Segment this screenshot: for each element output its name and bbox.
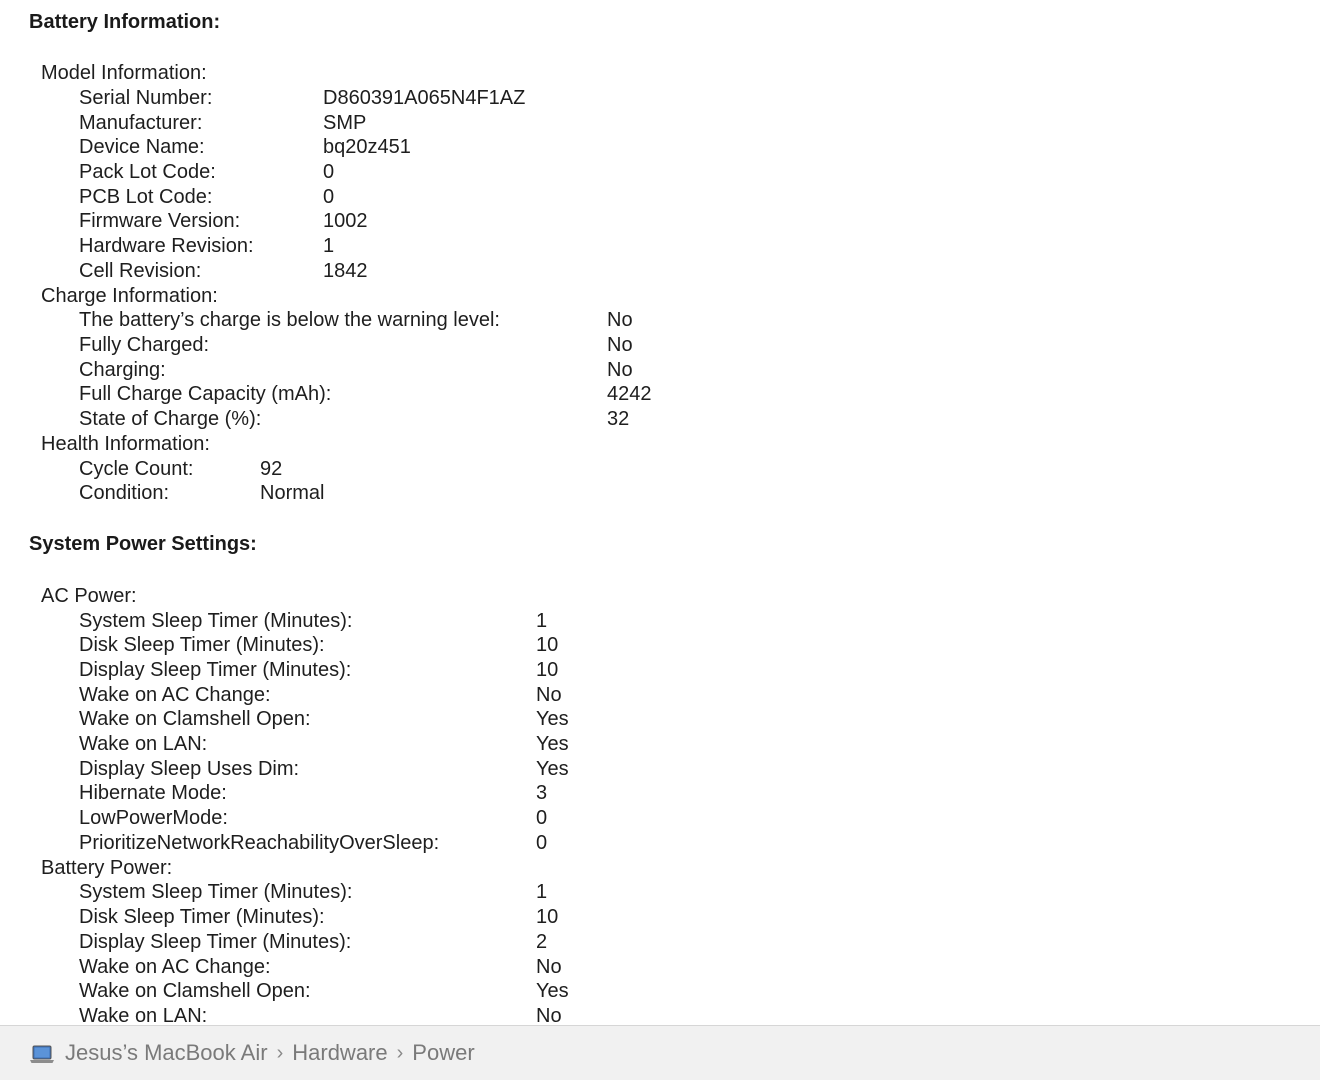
info-value: 1002 bbox=[323, 210, 368, 232]
info-key: Display Sleep Uses Dim: bbox=[79, 758, 300, 780]
info-row bbox=[0, 111, 1320, 135]
info-key: LowPowerMode: bbox=[79, 807, 228, 829]
info-key: Cell Revision: bbox=[79, 260, 202, 282]
breadcrumb-item-hardware[interactable]: Hardware bbox=[292, 1040, 388, 1065]
laptop-icon bbox=[30, 1044, 54, 1063]
info-key: Firmware Version: bbox=[79, 210, 241, 232]
info-value: 0 bbox=[536, 807, 548, 829]
info-value: No bbox=[607, 309, 633, 331]
info-value: 32 bbox=[607, 408, 630, 430]
info-value: No bbox=[607, 359, 633, 381]
info-row bbox=[0, 658, 1320, 682]
info-row bbox=[0, 259, 1320, 283]
info-key: System Sleep Timer (Minutes): bbox=[79, 881, 353, 903]
breadcrumb-item-power[interactable]: Power bbox=[412, 1040, 475, 1065]
info-key: Cycle Count: bbox=[79, 458, 194, 480]
info-row bbox=[0, 308, 1320, 332]
info-key: Display Sleep Timer (Minutes): bbox=[79, 931, 352, 953]
model-information-label: Model Information: bbox=[41, 62, 207, 84]
info-value: Yes bbox=[536, 708, 569, 730]
info-key: Manufacturer: bbox=[79, 112, 203, 134]
info-row bbox=[0, 905, 1320, 929]
info-row bbox=[0, 382, 1320, 406]
info-value: 1 bbox=[536, 610, 548, 632]
breadcrumb-separator: › bbox=[276, 1041, 284, 1064]
info-row bbox=[0, 358, 1320, 382]
info-key: Disk Sleep Timer (Minutes): bbox=[79, 906, 325, 928]
info-value: 2 bbox=[536, 931, 548, 953]
info-row bbox=[0, 86, 1320, 110]
info-row bbox=[0, 457, 1320, 481]
info-key: State of Charge (%): bbox=[79, 408, 262, 430]
info-key: Charging: bbox=[79, 359, 166, 381]
info-key: Condition: bbox=[79, 482, 170, 504]
info-value: 1 bbox=[323, 235, 335, 257]
info-key: Wake on AC Change: bbox=[79, 956, 271, 978]
info-value: Yes bbox=[536, 758, 569, 780]
info-row bbox=[0, 831, 1320, 855]
info-row bbox=[0, 609, 1320, 633]
info-row bbox=[0, 930, 1320, 954]
info-row bbox=[0, 209, 1320, 233]
info-row bbox=[0, 880, 1320, 904]
info-value: 10 bbox=[536, 906, 559, 928]
info-value: bq20z451 bbox=[323, 136, 411, 158]
info-value: Yes bbox=[536, 733, 569, 755]
info-key: Disk Sleep Timer (Minutes): bbox=[79, 634, 325, 656]
info-value: 1842 bbox=[323, 260, 368, 282]
info-value: SMP bbox=[323, 112, 367, 134]
breadcrumb-item-computer[interactable]: Jesus’s MacBook Air bbox=[65, 1040, 268, 1065]
info-key: Hibernate Mode: bbox=[79, 782, 227, 804]
info-key: Display Sleep Timer (Minutes): bbox=[79, 659, 352, 681]
breadcrumb-separator: › bbox=[396, 1041, 404, 1064]
breadcrumb bbox=[0, 1025, 1320, 1080]
system-power-settings-heading: System Power Settings: bbox=[29, 533, 257, 555]
info-row bbox=[0, 135, 1320, 159]
info-row bbox=[0, 633, 1320, 657]
info-row bbox=[0, 234, 1320, 258]
info-key: Wake on LAN: bbox=[79, 1005, 208, 1025]
info-value: 0 bbox=[536, 832, 548, 854]
health-information-label: Health Information: bbox=[41, 433, 210, 455]
info-row bbox=[0, 333, 1320, 357]
info-row bbox=[0, 481, 1320, 505]
info-value: No bbox=[536, 684, 562, 706]
info-key: PCB Lot Code: bbox=[79, 186, 213, 208]
info-key: Pack Lot Code: bbox=[79, 161, 216, 183]
info-value: 0 bbox=[323, 161, 335, 183]
info-value: 1 bbox=[536, 881, 548, 903]
info-key: Wake on Clamshell Open: bbox=[79, 708, 311, 730]
info-value: 92 bbox=[260, 458, 283, 480]
info-row bbox=[0, 806, 1320, 830]
ac-power-label: AC Power: bbox=[41, 585, 137, 607]
info-row bbox=[0, 781, 1320, 805]
info-value: 4242 bbox=[607, 383, 652, 405]
info-row bbox=[0, 407, 1320, 431]
info-row bbox=[0, 1004, 1320, 1025]
info-key: Fully Charged: bbox=[79, 334, 210, 356]
info-key: Device Name: bbox=[79, 136, 205, 158]
battery-information-heading: Battery Information: bbox=[29, 11, 221, 33]
charge-information-label: Charge Information: bbox=[41, 285, 218, 307]
info-value: No bbox=[607, 334, 633, 356]
info-row bbox=[0, 683, 1320, 707]
info-key: System Sleep Timer (Minutes): bbox=[79, 610, 353, 632]
info-row bbox=[0, 185, 1320, 209]
info-value: D860391A065N4F1AZ bbox=[323, 87, 526, 109]
info-row bbox=[0, 955, 1320, 979]
info-key: Wake on Clamshell Open: bbox=[79, 980, 311, 1002]
info-key: Wake on AC Change: bbox=[79, 684, 271, 706]
info-key: Full Charge Capacity (mAh): bbox=[79, 383, 332, 405]
info-row bbox=[0, 707, 1320, 731]
info-value: 10 bbox=[536, 659, 559, 681]
info-key: PrioritizeNetworkReachabilityOverSleep: bbox=[79, 832, 440, 854]
info-key: Serial Number: bbox=[79, 87, 213, 109]
info-value: 3 bbox=[536, 782, 548, 804]
battery-power-label: Battery Power: bbox=[41, 857, 173, 879]
info-value: No bbox=[536, 956, 562, 978]
info-row bbox=[0, 160, 1320, 184]
info-value: Normal bbox=[260, 482, 325, 504]
info-value: No bbox=[536, 1005, 562, 1025]
info-key: Wake on LAN: bbox=[79, 733, 208, 755]
info-value: 0 bbox=[323, 186, 335, 208]
info-value: 10 bbox=[536, 634, 559, 656]
info-key: Hardware Revision: bbox=[79, 235, 254, 257]
info-row bbox=[0, 979, 1320, 1003]
info-row bbox=[0, 732, 1320, 756]
info-row bbox=[0, 757, 1320, 781]
info-key: The battery’s charge is below the warning level: bbox=[79, 309, 500, 331]
info-value: Yes bbox=[536, 980, 569, 1002]
